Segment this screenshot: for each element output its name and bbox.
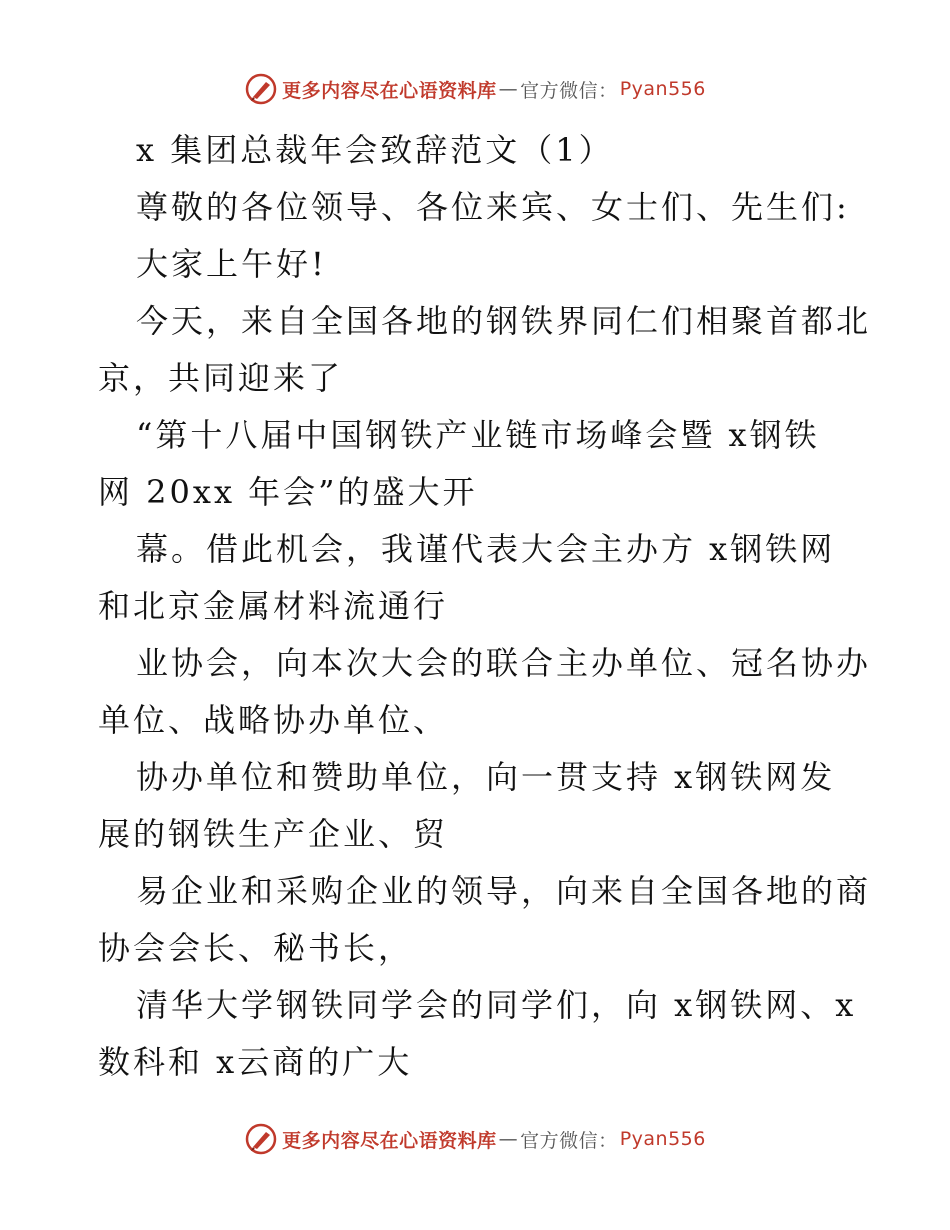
text-line: “第十八届中国钢铁产业链市场峰会暨 x钢铁 xyxy=(136,416,820,454)
pen-logo-icon xyxy=(244,1122,278,1156)
text-line: x 集团总裁年会致辞范文（1） xyxy=(136,131,614,169)
pen-logo-icon xyxy=(244,72,278,106)
text-line: 业协会，向本次大会的联合主办单位、冠名协办 xyxy=(136,644,872,682)
banner-official-label: 官方微信： xyxy=(520,1129,618,1152)
banner-main-text: 更多内容尽在心语资料库 xyxy=(282,79,497,102)
banner-dash: — xyxy=(498,78,519,100)
banner-wechat-id: Pyan556 xyxy=(619,1128,706,1150)
banner-wechat-id: Pyan556 xyxy=(619,78,706,100)
text-line: 数科和 x云商的广大 xyxy=(98,1043,413,1081)
banner-official-label: 官方微信： xyxy=(520,79,618,102)
text-line: 网 20xx 年会”的盛大开 xyxy=(98,473,478,511)
text-line: 京，共同迎来了 xyxy=(98,359,344,397)
header-banner xyxy=(0,72,950,106)
footer-banner xyxy=(0,1122,950,1156)
document-body xyxy=(98,122,872,1091)
banner-dash: — xyxy=(498,1128,519,1150)
text-line: 单位、战略协办单位、 xyxy=(98,701,449,739)
text-line: 尊敬的各位领导、各位来宾、女士们、先生们: xyxy=(136,188,850,226)
text-line: 幕。借此机会，我谨代表大会主办方 x钢铁网 xyxy=(136,530,836,568)
text-line: 易企业和采购企业的领导，向来自全国各地的商 xyxy=(136,872,872,910)
text-line: 协办单位和赞助单位，向一贯支持 x钢铁网发 xyxy=(136,758,836,796)
text-line: 今天，来自全国各地的钢铁界同仁们相聚首都北 xyxy=(136,302,872,340)
text-line: 和北京金属材料流通行 xyxy=(98,587,449,625)
text-line: 清华大学钢铁同学会的同学们，向 x钢铁网、x xyxy=(136,986,857,1024)
text-line: 协会会长、秘书长， xyxy=(98,929,414,967)
text-line: 展的钢铁生产企业、贸 xyxy=(98,815,449,853)
text-line: 大家上午好! xyxy=(136,245,327,283)
banner-main-text: 更多内容尽在心语资料库 xyxy=(282,1129,497,1152)
